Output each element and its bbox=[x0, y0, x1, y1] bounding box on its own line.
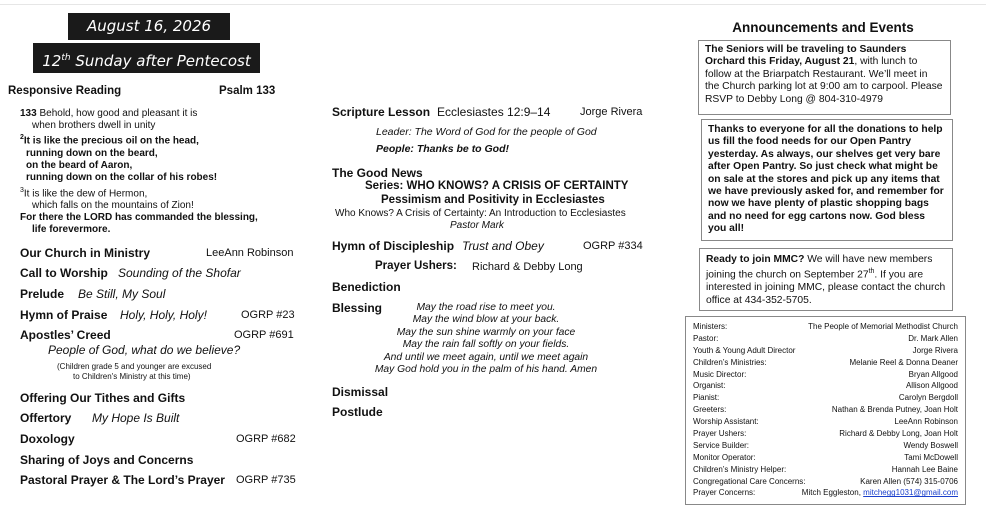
doxology-label: Doxology bbox=[20, 432, 75, 446]
leader-response: Leader: The Word of God for the people of God bbox=[376, 126, 597, 138]
staff-row: Congregational Care Concerns: Karen Allen (574) 315-0706 bbox=[693, 476, 958, 486]
staff-row: Music Director: Bryan Allgood bbox=[693, 369, 958, 379]
sunday-suffix: th bbox=[61, 53, 71, 63]
ministry-person: LeeAnn Robinson bbox=[206, 247, 294, 259]
staff-row: Children’s Ministries: Melanie Reel & Donna Deaner bbox=[693, 357, 958, 367]
blessing-line: May the wind blow at your back. bbox=[412, 314, 560, 326]
hymn-praise-label: Hymn of Praise bbox=[20, 308, 108, 322]
hymn-discipleship-number: OGRP #334 bbox=[583, 240, 643, 252]
psalm-line: running down on the beard, bbox=[26, 147, 158, 159]
staff-row: Pianist: Carolyn Bergdoll bbox=[693, 393, 958, 403]
seniors-headline: The Seniors will be traveling to Saunders Orchard this Friday, August 21 bbox=[705, 44, 907, 68]
announcements-title: Announcements and Events bbox=[732, 20, 914, 35]
call-to-worship-label: Call to Worship bbox=[20, 266, 108, 280]
creed-subtitle: People of God, what do we believe? bbox=[48, 343, 241, 357]
offertory-label: Offertory bbox=[20, 411, 72, 425]
psalm-line: 133 Behold, how good and pleasant it is bbox=[20, 108, 198, 119]
psalm-ref: Psalm 133 bbox=[219, 85, 276, 97]
scripture-reader: Jorge Rivera bbox=[580, 106, 643, 118]
dismissal-label: Dismissal bbox=[332, 385, 389, 399]
prayer-ushers-label: Prayer Ushers: bbox=[375, 260, 457, 272]
prelude-label: Prelude bbox=[20, 287, 65, 301]
scripture-label: Scripture Lesson bbox=[332, 105, 431, 119]
responsive-reading-label: Responsive Reading bbox=[8, 85, 122, 97]
children-note-2: to Children's Ministry at this time) bbox=[73, 372, 191, 381]
staff-row: Service Builder: Wendy Boswell bbox=[693, 440, 958, 450]
sharing-label: Sharing of Joys and Concerns bbox=[20, 453, 194, 467]
sermon-series: Series: WHO KNOWS? A CRISIS OF CERTAINTY bbox=[365, 180, 629, 192]
blessing-text bbox=[346, 302, 626, 376]
scripture-ref: Ecclesiastes 12:9–14 bbox=[437, 105, 551, 119]
blessing-line: May the rain fall softly on your fields. bbox=[402, 339, 570, 351]
sunday-banner bbox=[33, 43, 260, 73]
psalm-text bbox=[20, 108, 258, 237]
psalm-line: which falls on the mountains of Zion! bbox=[32, 200, 194, 212]
staff-row: Organist: Allison Allgood bbox=[693, 381, 958, 391]
pantry-announcement: Thanks to everyone for all the donations to help us fill the food needs for our Open Pantry yesterday. As always, our shelves get very bare after Open Pantry. So just check what might be on sale at the stores and pick up any items that we have previously asked for, and remember for now we have plenty of plastic shopping bags and no need for egg cartons now. God bless you all! bbox=[701, 119, 953, 241]
good-news-label: The Good News bbox=[332, 166, 423, 180]
hymn-discipleship-title: Trust and Obey bbox=[462, 239, 544, 253]
psalm-line: $^3$It is like the dew of Hermon, bbox=[20, 186, 148, 199]
children-note-1: (Children grade 5 and younger are excused bbox=[57, 362, 212, 371]
blessing-line: May God hold you in the palm of his hand. Amen bbox=[374, 364, 598, 376]
psalm-line: For there the LORD has commanded the blessing, bbox=[20, 212, 258, 224]
staff-row: Prayer Ushers: Richard & Debby Long, Joan Holt bbox=[693, 429, 958, 439]
pastoral-prayer-number: OGRP #735 bbox=[236, 474, 296, 486]
call-to-worship-title: Sounding of the Shofar bbox=[118, 266, 241, 280]
prayer-ushers-names: Richard & Debby Long bbox=[472, 261, 583, 273]
benediction-label: Benediction bbox=[332, 280, 401, 294]
ministry-label: Our Church in Ministry bbox=[20, 246, 151, 260]
hymn-discipleship-label: Hymn of Discipleship bbox=[332, 239, 455, 253]
sermon-subtitle: Who Knows? A Crisis of Certainty: An Introduction to Ecclesiastes bbox=[335, 208, 626, 219]
blessing-line: May the road rise to meet you. bbox=[416, 302, 556, 313]
psalm-line: life forevermore. bbox=[32, 224, 111, 236]
blessing-line: And until we meet again, until we meet again bbox=[383, 351, 589, 363]
psalm-line: $^2$It is like the precious oil on the head, bbox=[20, 134, 199, 147]
offering-label: Offering Our Tithes and Gifts bbox=[20, 391, 186, 405]
postlude-label: Postlude bbox=[332, 405, 383, 419]
prelude-title: Be Still, My Soul bbox=[78, 287, 166, 301]
creed-label: Apostles’ Creed bbox=[20, 328, 111, 342]
psalm-line: running down on the collar of his robes! bbox=[26, 172, 218, 184]
hymn-praise-number: OGRP #23 bbox=[241, 309, 295, 321]
staff-row: Ministers: The People of Memorial Methodist Church bbox=[693, 322, 958, 331]
mmc-headline: Ready to join MMC? bbox=[706, 254, 805, 265]
blessing-label: Blessing bbox=[332, 301, 383, 315]
prayer-concerns-email-link[interactable]: mitchegg1031@gmail.com bbox=[863, 488, 958, 498]
top-divider bbox=[0, 4, 986, 5]
prayer-concerns-row: Prayer Concerns: Mitch Eggleston, mitchegg1031@gmail.com bbox=[693, 488, 958, 498]
sunday-number: 12 bbox=[42, 52, 62, 70]
staff-row: Children’s Ministry Helper: Hannah Lee Baine bbox=[693, 464, 958, 474]
mmc-announcement: Ready to join MMC? We will have new members joining the church on September 27th. If you are interested in joining MMC, please contact the church office at 434-352-5705. bbox=[699, 248, 953, 311]
blessing-line: May the sun shine warmly on your face bbox=[396, 326, 576, 338]
sermon-title: Pessimism and Positivity in Ecclesiastes bbox=[381, 194, 605, 206]
hymn-praise-title: Holy, Holy, Holy! bbox=[120, 308, 207, 322]
offertory-title: My Hope Is Built bbox=[92, 411, 180, 425]
creed-number: OGRP #691 bbox=[234, 329, 294, 341]
staff-row: Greeters: Nathan & Brenda Putney, Joan Holt bbox=[693, 405, 958, 415]
seniors-announcement bbox=[698, 40, 951, 115]
staff-row: Youth & Young Adult Director Jorge Rivera bbox=[693, 345, 958, 355]
pastoral-prayer-label: Pastoral Prayer & The Lord’s Prayer bbox=[20, 473, 225, 487]
psalm-line: when brothers dwell in unity bbox=[32, 120, 156, 132]
psalm-line: on the beard of Aaron, bbox=[26, 160, 133, 172]
doxology-number: OGRP #682 bbox=[236, 433, 296, 445]
preacher: Pastor Mark bbox=[450, 220, 504, 231]
staff-directory bbox=[685, 316, 966, 505]
staff-row: Pastor: Dr. Mark Allen bbox=[693, 333, 958, 343]
people-response: People: Thanks be to God! bbox=[376, 143, 510, 155]
sunday-rest: Sunday after Pentecost bbox=[70, 52, 251, 70]
date-banner: August 16, 2026 bbox=[68, 13, 230, 40]
staff-row: Monitor Operator: Tami McDowell bbox=[693, 452, 958, 462]
staff-row: Worship Assistant: LeeAnn Robinson bbox=[693, 417, 958, 427]
seniors-details: , with lunch to follow at the Briarpatch Restaurant. We’ll meet in the Church parking lot at 9:00 am to carpool. Please RSVP to Debby Long @ 804-310-4979 bbox=[705, 56, 943, 105]
